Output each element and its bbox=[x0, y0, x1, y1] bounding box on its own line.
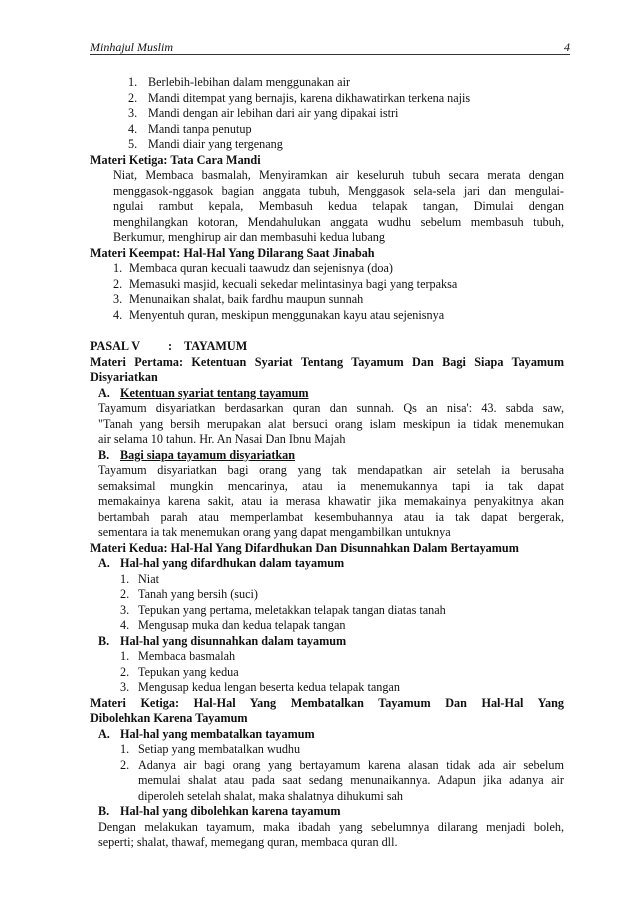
section-heading: Materi Kedua: Hal-Hal Yang Difardhukan Dan Disunnahkan Dalam Bertayamum bbox=[90, 540, 519, 555]
section-heading: Materi Keempat: Hal-Hal Yang Dilarang Saat Jinabah bbox=[90, 245, 375, 260]
paragraph-line: Niat, Membaca basmalah, Menyiramkan air keseluruh tubuh secara merata dengan bbox=[113, 168, 564, 182]
section-heading: Materi Pertama: Ketentuan Syariat Tentang Tayamum Dan Bagi Siapa Tayamum bbox=[90, 354, 564, 369]
subsection-a bbox=[90, 727, 564, 851]
recommended-list bbox=[98, 649, 564, 696]
paragraph-line: Tayamum disyariatkan berdasarkan quran dan sunnah. Qs an nisa': 43. sabda saw, bbox=[98, 401, 564, 415]
paragraph-line: sementara ia tak menemukan orang yang dapat mengambilkan untuknya bbox=[98, 525, 451, 539]
subsection-heading: A. Hal-hal yang membatalkan tayamum bbox=[98, 726, 315, 741]
list-item: 5. Mandi diair yang tergenang bbox=[128, 137, 283, 151]
list-item: 1. Membaca quran kecuali taawudz dan sejenisnya (doa) bbox=[113, 261, 393, 275]
bathing-prohibitions-list bbox=[90, 75, 564, 153]
subsection-a bbox=[90, 556, 564, 696]
list-item: 1. Niat bbox=[120, 571, 159, 586]
subsection-heading: A. Ketentuan syariat tentang tayamum bbox=[98, 385, 309, 400]
list-item: 2. Memasuki masjid, kecuali sekedar melintasinya bagi yang terpaksa bbox=[113, 276, 458, 291]
paragraph-line: Adanya air bagi orang yang bertayamum karena alasan tidak ada air sebelum bbox=[138, 757, 564, 772]
chapter-heading bbox=[90, 339, 564, 355]
page-number: 4 bbox=[564, 40, 570, 54]
paragraph-line: memakainya karena sakit, atau ia merasa khawatir jika memakainya penyakitnya akan bbox=[98, 494, 564, 508]
janabah-prohibitions-list bbox=[90, 261, 564, 323]
obligatory-list bbox=[98, 572, 564, 634]
page-content bbox=[90, 75, 564, 851]
list-item: 1. Membaca basmalah bbox=[120, 649, 236, 663]
subsection-a bbox=[90, 386, 564, 541]
paragraph-line: ngulai rambut kepala, Membasuh kedua telapak tangan, Dimulai dengan bbox=[113, 199, 564, 213]
chapter-separator: : bbox=[168, 339, 173, 353]
section-heading-cont: Dibolehkan Karena Tayamum bbox=[90, 711, 248, 725]
subsection-heading: B. Bagi siapa tayamum disyariatkan bbox=[98, 447, 296, 462]
invalidators-list bbox=[98, 742, 564, 804]
list-item: 2. Mandi ditempat yang bernajis, karena dikhawatirkan terkena najis bbox=[128, 90, 471, 105]
list-item: 2. Tepukan yang kedua bbox=[120, 664, 239, 679]
paragraph-line: seperti; shalat, thawaf, memegang quran, membaca quran dll. bbox=[98, 835, 398, 849]
paragraph-line: Dengan melakukan tayamum, maka ibadah yang sebelumnya dilarang menjadi boleh, bbox=[98, 819, 564, 834]
paragraph-line: menghilangkan kotoran, Mendahulukan anggata wudhu sebelum membasuh tubuh, bbox=[113, 214, 564, 229]
list-item: 2. Tanah yang bersih (suci) bbox=[120, 587, 258, 601]
section-heading: Materi Ketiga: Hal-Hal Yang Membatalkan Tayamum Dan Hal-Hal Yang bbox=[90, 695, 564, 710]
bathing-procedure-text bbox=[90, 168, 564, 246]
paragraph-line: memulai shalat atau pada saat sedang menunaikannya. Adapun jika adanya air bbox=[138, 773, 564, 787]
list-item: 1. Setiap yang membatalkan wudhu bbox=[120, 742, 301, 756]
list-item: 1. Berlebih-lebihan dalam menggunakan air bbox=[128, 75, 351, 89]
subsection-heading: B. Hal-hal yang dibolehkan karena tayamum bbox=[98, 804, 341, 818]
book-title: Minhajul Muslim bbox=[90, 40, 173, 54]
list-item: 4. Mandi tanpa penutup bbox=[128, 121, 252, 136]
list-item: 3. Mengusap kedua lengan beserta kedua telapak tangan bbox=[120, 680, 400, 694]
subsection-heading: A. Hal-hal yang difardhukan dalam tayamum bbox=[98, 556, 345, 570]
paragraph-line: Berkumur, menghirup air dan membasuhi kedua lubang bbox=[113, 230, 385, 244]
list-item: 4. Mengusap muka dan kedua telapak tangan bbox=[120, 618, 346, 632]
list-item: 3. Mandi dengan air lebihan dari air yang dipakai istri bbox=[128, 106, 399, 120]
paragraph-line: "Tanah yang bersih merupakan alat bersuci orang islam meskipun ia tidak menemukan bbox=[98, 416, 564, 431]
list-item: 3. Menunaikan shalat, baik fardhu maupun sunnah bbox=[113, 292, 364, 306]
subsection-heading: B. Hal-hal yang disunnahkan dalam tayamum bbox=[98, 633, 347, 648]
paragraph-line: menggasok-nggasok bagian anggata tubuh, Menggasok sela-sela jari dan mengulai- bbox=[113, 183, 564, 198]
paragraph-line: diperoleh setelah shalat, maka shalatnya dihukumi sah bbox=[138, 788, 404, 803]
section-heading: Materi Ketiga: Tata Cara Mandi bbox=[90, 152, 261, 167]
paragraph-line: semaksimal mungkin mencarinya, atau ia menemukannya tapi ia tak dapat bbox=[98, 478, 564, 493]
page-header bbox=[90, 40, 570, 55]
chapter-title: TAYAMUM bbox=[184, 339, 248, 353]
section-heading-cont: Disyariatkan bbox=[90, 370, 158, 384]
paragraph-line: bertambah parah atau memperlambat kesembuhannya atau ia tak dapat bergerak, bbox=[98, 509, 564, 524]
list-item: 2. Adanya air bagi orang yang bertayamum karena alasan tidak ada air sebelum memulai shalat atau pada saat sedang menunaikannya. Adapun jika adanya air diperoleh setelah shalat, maka shalatnya dihukumi sah bbox=[120, 757, 564, 803]
paragraph-line: Tayamum disyariatkan bagi orang yang tak mendapatkan air setelah ia berusaha bbox=[98, 463, 564, 477]
list-item: 4. Menyentuh quran, meskipun menggunakan kayu atau sejenisnya bbox=[113, 307, 445, 322]
chapter-label: PASAL V bbox=[90, 339, 141, 353]
paragraph-line: air selama 10 tahun. Hr. An Nasai Dan Ibnu Majah bbox=[98, 432, 346, 446]
list-item: 3. Tepukan yang pertama, meletakkan telapak tangan diatas tanah bbox=[120, 602, 446, 617]
